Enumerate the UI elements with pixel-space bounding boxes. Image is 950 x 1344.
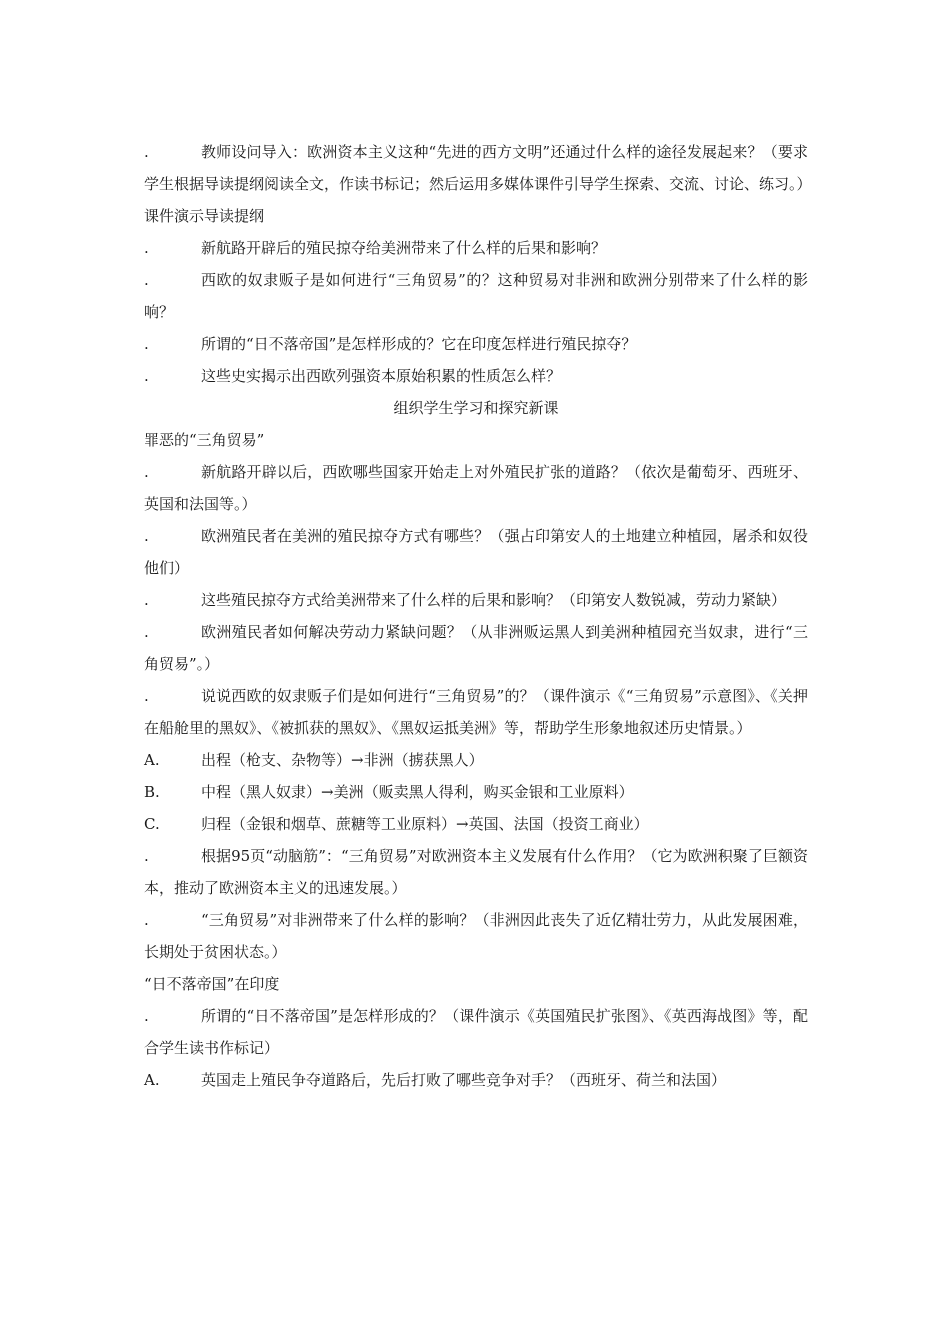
list-item	[144, 840, 808, 904]
document-body	[144, 136, 812, 1096]
list-marker: .	[144, 847, 149, 865]
paragraph-text: 欧洲殖民者如何解决劳动力紧缺问题？（从非洲贩运黑人到美洲种植园充当奴隶，进行“三角贸易”。）	[144, 623, 808, 673]
paragraph-text: 中程（黑人奴隶）→美洲（贩卖黑人得利，购买金银和工业原料）	[201, 783, 634, 801]
paragraph-text: 根据95页“动脑筋”：“三角贸易”对欧洲资本主义发展有什么作用？（它为欧洲积聚了巨额资本，推动了欧洲资本主义的迅速发展。）	[144, 847, 808, 897]
paragraph-text: 西欧的奴隶贩子是如何进行“三角贸易”的？这种贸易对非洲和欧洲分别带来了什么样的影响？	[144, 271, 808, 321]
paragraph-text: 出程（枪支、杂物等）→非洲（掳获黑人）	[201, 751, 484, 769]
paragraph-text: 这些史实揭示出西欧列强资本原始积累的性质怎么样？	[201, 367, 562, 385]
paragraph-text: 归程（金银和烟草、蔗糖等工业原料）→英国、法国（投资工商业）	[201, 815, 649, 833]
list-marker: .	[144, 687, 149, 705]
list-marker: C.	[144, 815, 160, 833]
paragraph-text: 欧洲殖民者在美洲的殖民掠夺方式有哪些？（强占印第安人的土地建立种植园，屠杀和奴役他们）	[144, 527, 808, 577]
list-item	[144, 904, 808, 968]
list-marker: A.	[144, 751, 160, 769]
list-marker: A.	[144, 1071, 160, 1089]
paragraph-text: 英国走上殖民争夺道路后，先后打败了哪些竞争对手？（西班牙、荷兰和法国）	[201, 1071, 727, 1089]
paragraph-text: 新航路开辟以后，西欧哪些国家开始走上对外殖民扩张的道路？（依次是葡萄牙、西班牙、英国和法国等。）	[144, 463, 808, 513]
list-item	[144, 328, 808, 360]
list-item	[144, 232, 808, 264]
list-marker: .	[144, 367, 149, 385]
list-item	[144, 616, 808, 680]
list-item	[144, 360, 808, 392]
paragraph-text: 这些殖民掠夺方式给美洲带来了什么样的后果和影响？（印第安人数锐减，劳动力紧缺）	[201, 591, 787, 609]
paragraph-text: “三角贸易”对非洲带来了什么样的影响？（非洲因此丧失了近亿精壮劳力，从此发展困难，长期处于贫困状态。）	[144, 911, 808, 961]
list-marker: .	[144, 623, 149, 641]
section-heading: “日不落帝国”在印度	[144, 975, 280, 993]
list-item	[144, 744, 808, 776]
list-item	[144, 264, 808, 328]
list-marker: .	[144, 239, 149, 257]
list-item	[144, 136, 812, 200]
list-marker: .	[144, 527, 149, 545]
paragraph-text: 说说西欧的奴隶贩子们是如何进行“三角贸易”的？（课件演示《“三角贸易”示意图》、《关押在船舱里的黑奴》、《被抓获的黑奴》、《黑奴运抵美洲》等，帮助学生形象地叙述历史情景。）	[144, 687, 808, 737]
list-marker: .	[144, 591, 149, 609]
paragraph-text: 所谓的“日不落帝国”是怎样形成的？它在印度怎样进行殖民掠夺？	[201, 335, 637, 353]
paragraph-text: 新航路开辟后的殖民掠夺给美洲带来了什么样的后果和影响？	[201, 239, 607, 257]
list-item	[144, 1000, 808, 1064]
list-marker: .	[144, 143, 149, 161]
list-item	[144, 808, 808, 840]
list-item	[144, 456, 808, 520]
list-item	[144, 584, 808, 616]
list-item	[144, 776, 808, 808]
list-item	[144, 1064, 808, 1096]
list-item	[144, 520, 808, 584]
section-heading: 课件演示导读提纲	[144, 207, 265, 225]
list-marker: .	[144, 911, 149, 929]
paragraph-text: 教师设问导入：欧洲资本主义这种“先进的西方文明”还通过什么样的途径发展起来？（要求学生根据导读提纲阅读全文，作读书标记；然后运用多媒体课件引导学生探索、交流、讨论、练习。）	[144, 143, 812, 193]
paragraph-text: 所谓的“日不落帝国”是怎样形成的？（课件演示《英国殖民扩张图》、《英西海战图》等，配合学生读书作标记）	[144, 1007, 808, 1057]
list-marker: B.	[144, 783, 160, 801]
section-heading: 罪恶的“三角贸易”	[144, 431, 265, 449]
list-marker: .	[144, 271, 149, 289]
list-marker: .	[144, 335, 149, 353]
centered-section-title: 组织学生学习和探究新课	[393, 399, 559, 417]
list-marker: .	[144, 463, 149, 481]
list-item	[144, 680, 808, 744]
list-marker: .	[144, 1007, 149, 1025]
